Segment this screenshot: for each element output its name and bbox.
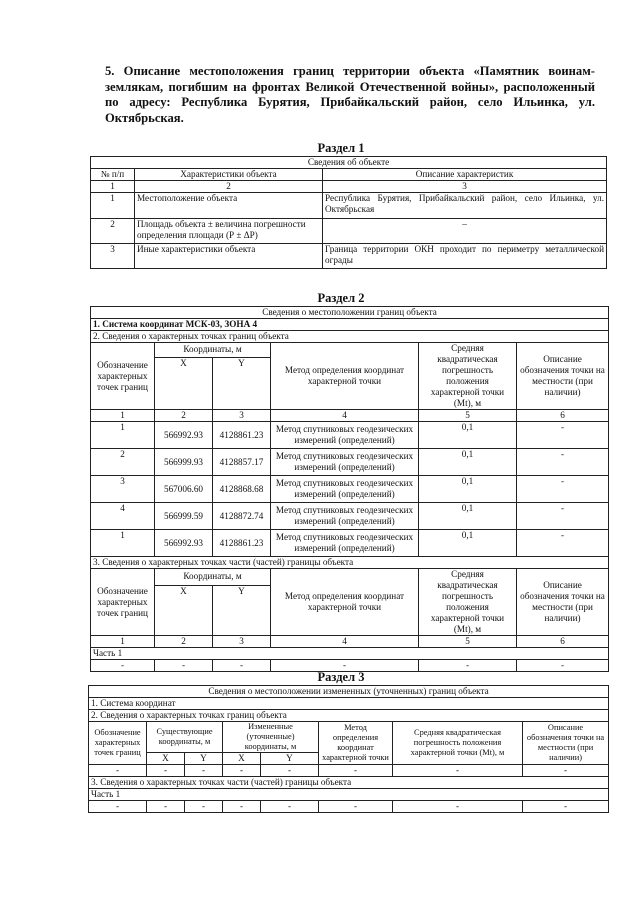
s2-point-method: Метод спутниковых геодезических измерений (определений)	[271, 476, 419, 503]
s1-caption: Сведения об объекте	[91, 157, 607, 169]
s2-header-desc: Описание обозначения точки на местности (при наличии)	[517, 343, 609, 410]
s3-part-cell: -	[393, 801, 523, 813]
s2-point-x: 566999.59	[155, 503, 213, 530]
s2-part-cell: -	[91, 660, 155, 672]
s2-point-mt: 0,1	[419, 449, 517, 476]
s1-index: 1	[91, 181, 135, 193]
s3-part-cell: -	[223, 801, 261, 813]
s2-point-label: 1	[91, 530, 155, 557]
s3-coord-system: 1. Система координат	[89, 698, 609, 710]
s2-point-desc: -	[517, 422, 609, 449]
s3-header-label: Обозначение характерных точек границ	[89, 722, 147, 765]
s3-cell: -	[523, 765, 609, 777]
s2-header-mt: Средняя квадратическая погрешность положения характерной точки (Mt), м	[419, 343, 517, 410]
s2-point-x: 566992.93	[155, 530, 213, 557]
s2-index: 2	[155, 410, 213, 422]
s1-row-num: 2	[91, 219, 135, 244]
s2-points-heading: 2. Сведения о характерных точках границ объекта	[91, 331, 609, 343]
s3-cell: -	[185, 765, 223, 777]
s2-header-y: Y	[213, 357, 271, 409]
s2-part-cell: -	[271, 660, 419, 672]
s2-parts-index: 3	[213, 636, 271, 648]
s1-index: 2	[135, 181, 323, 193]
s1-row-desc: Граница территории ОКН проходит по периметру металлической ограды	[323, 244, 607, 269]
s1-row-name: Площадь объекта ± величина погрешности определения площади (Р ± ΔР)	[135, 219, 323, 244]
s2-index: 1	[91, 410, 155, 422]
s1-row-num: 3	[91, 244, 135, 269]
s2-point-method: Метод спутниковых геодезических измерений (определений)	[271, 530, 419, 557]
s3-header-mt: Средняя квадратическая погрешность положения характерной точки (Mt), м	[393, 722, 523, 765]
s2-point-y: 4128861.23	[213, 530, 271, 557]
s1-row-name: Иные характеристики объекта	[135, 244, 323, 269]
s2-part-cell: -	[419, 660, 517, 672]
s2-parts-header-desc: Описание обозначения точки на местности (при наличии)	[517, 569, 609, 636]
s2-point-label: 1	[91, 422, 155, 449]
document-heading: 5. Описание местоположения границ территории объекта «Памятник воинам-землякам, погибшим на фронтах Великой Отечественной войны», расположенный по адресу: Республика Бурятия, Прибайкальский район, село Ильинка, ул. Октябрьская.	[105, 64, 595, 125]
s2-parts-index: 2	[155, 636, 213, 648]
s3-header-desc: Описание обозначения точки на местности (при наличии)	[523, 722, 609, 765]
section-3-table	[88, 685, 609, 813]
s3-header-existing: Существующие координаты, м	[147, 722, 223, 753]
s1-row-name: Местоположение объекта	[135, 193, 323, 219]
s2-point-mt: 0,1	[419, 422, 517, 449]
s3-part-cell: -	[261, 801, 319, 813]
s3-cell: -	[393, 765, 523, 777]
s2-caption: Сведения о местоположении границ объекта	[91, 307, 609, 319]
s2-point-mt: 0,1	[419, 530, 517, 557]
s1-row-num: 1	[91, 193, 135, 219]
s3-cell: -	[319, 765, 393, 777]
s3-cell: -	[261, 765, 319, 777]
s2-parts-header-method: Метод определения координат характерной точки	[271, 569, 419, 636]
s2-header-method: Метод определения координат характерной точки	[271, 343, 419, 410]
s1-header-char: Характеристики объекта	[135, 169, 323, 181]
s3-part-cell: -	[89, 801, 147, 813]
s1-row-desc: –	[323, 219, 607, 244]
s2-index: 6	[517, 410, 609, 422]
s2-point-desc: -	[517, 530, 609, 557]
s2-point-method: Метод спутниковых геодезических измерений (определений)	[271, 449, 419, 476]
s3-part-cell: -	[147, 801, 185, 813]
s3-parts-heading: 3. Сведения о характерных точках части (частей) границы объекта	[89, 777, 609, 789]
s2-point-method: Метод спутниковых геодезических измерений (определений)	[271, 503, 419, 530]
s2-point-x: 567006.60	[155, 476, 213, 503]
s3-part-cell: -	[523, 801, 609, 813]
s3-cell: -	[147, 765, 185, 777]
s3-header-method: Метод определения координат характерной точки	[319, 722, 393, 765]
s2-point-desc: -	[517, 503, 609, 530]
s3-cell: -	[223, 765, 261, 777]
s2-parts-header-label: Обозначение характерных точек границ	[91, 569, 155, 636]
s2-coord-system: 1. Система координат МСК-03, ЗОНА 4	[91, 319, 609, 331]
section-2-title: Раздел 2	[317, 291, 365, 305]
s2-point-y: 4128868.68	[213, 476, 271, 503]
s3-part-cell: -	[319, 801, 393, 813]
s2-point-method: Метод спутниковых геодезических измерений (определений)	[271, 422, 419, 449]
section-1-table	[90, 156, 607, 269]
s2-index: 3	[213, 410, 271, 422]
s2-point-y: 4128857.17	[213, 449, 271, 476]
s2-parts-index: 5	[419, 636, 517, 648]
s2-parts-header-mt: Средняя квадратическая погрешность положения характерной точки (Mt), м	[419, 569, 517, 636]
s1-index: 3	[323, 181, 607, 193]
s1-row-desc: Республика Бурятия, Прибайкальский район, село Ильинка, ул. Октябрьская	[323, 193, 607, 219]
s2-point-mt: 0,1	[419, 476, 517, 503]
s2-point-x: 566992.93	[155, 422, 213, 449]
s2-point-label: 4	[91, 503, 155, 530]
s2-point-desc: -	[517, 449, 609, 476]
section-1-title: Раздел 1	[317, 141, 365, 155]
s2-point-y: 4128872.74	[213, 503, 271, 530]
s1-header-desc: Описание характеристик	[323, 169, 607, 181]
s2-point-mt: 0,1	[419, 503, 517, 530]
s2-parts-header-y: Y	[213, 585, 271, 635]
s2-index: 4	[271, 410, 419, 422]
s3-header-x: X	[223, 753, 261, 765]
s2-header-coords: Координаты, м	[155, 343, 271, 358]
s2-parts-index: 1	[91, 636, 155, 648]
s3-header-y: Y	[261, 753, 319, 765]
s2-part-cell: -	[213, 660, 271, 672]
s2-point-x: 566999.93	[155, 449, 213, 476]
s2-point-label: 2	[91, 449, 155, 476]
s2-parts-heading: 3. Сведения о характерных точках части (частей) границы объекта	[91, 557, 609, 569]
s3-part-1-label: Часть 1	[89, 789, 609, 801]
section-2-table	[90, 306, 609, 672]
s3-points-heading: 2. Сведения о характерных точках границ объекта	[89, 710, 609, 722]
s3-caption: Сведения о местоположении измененных (уточненных) границ объекта	[89, 686, 609, 698]
s2-part-1-label: Часть 1	[91, 648, 609, 660]
s3-cell: -	[89, 765, 147, 777]
s2-parts-index: 4	[271, 636, 419, 648]
s2-parts-header-x: X	[155, 585, 213, 635]
s2-part-cell: -	[155, 660, 213, 672]
s3-header-x: X	[147, 753, 185, 765]
s1-header-num: № п/п	[91, 169, 135, 181]
s3-header-y: Y	[185, 753, 223, 765]
s2-point-label: 3	[91, 476, 155, 503]
s2-parts-header-coords: Координаты, м	[155, 569, 271, 586]
s3-part-cell: -	[185, 801, 223, 813]
section-3-title: Раздел 3	[317, 670, 365, 684]
s2-index: 5	[419, 410, 517, 422]
s2-point-y: 4128861.23	[213, 422, 271, 449]
s2-parts-index: 6	[517, 636, 609, 648]
s2-point-desc: -	[517, 476, 609, 503]
s3-header-changed: Измененные (уточненные) координаты, м	[223, 722, 319, 753]
s2-header-label: Обозначение характерных точек границ	[91, 343, 155, 410]
s2-part-cell: -	[517, 660, 609, 672]
s2-header-x: X	[155, 357, 213, 409]
